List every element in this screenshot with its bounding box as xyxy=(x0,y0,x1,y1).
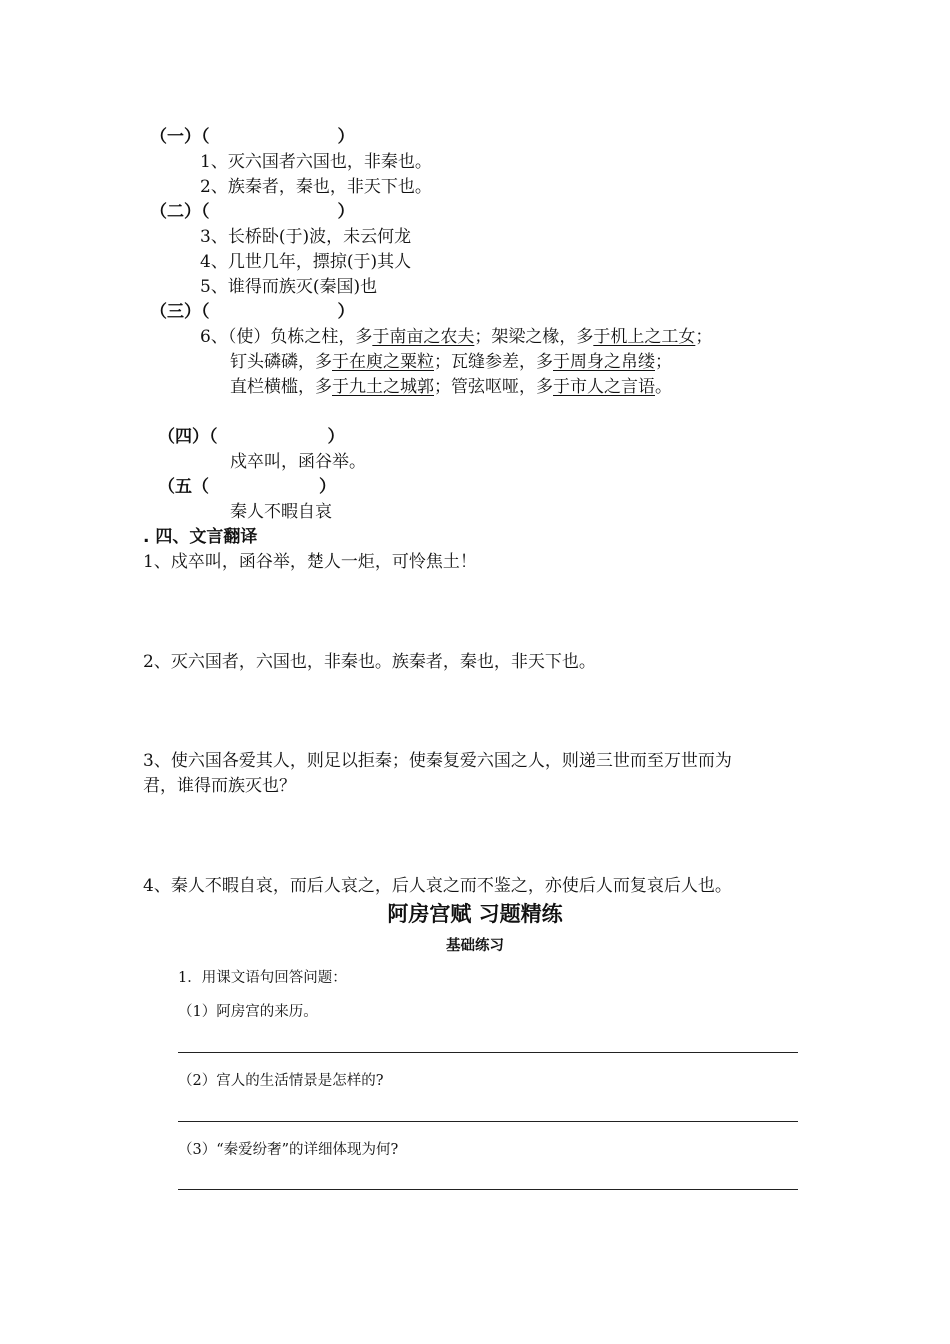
underline-phrase: 于市人之言语 xyxy=(553,377,655,397)
group1-label: （一）（ ） xyxy=(150,127,355,147)
sub-question-1: （1）阿房宫的来历。 xyxy=(178,1004,318,1020)
translation-q4: 4、秦人不暇自哀，而后人哀之，后人哀之而不鉴之，亦使后人而复哀后人也。 xyxy=(143,876,732,896)
answer-line-1[interactable] xyxy=(178,1052,798,1053)
translation-q3-line1: 3、使六国各爱其人，则足以拒秦；使秦复爱六国之人，则递三世而至万世而为 xyxy=(143,751,732,771)
group3-label: （三）（ ） xyxy=(150,302,355,322)
group5-label: （五（ ） xyxy=(158,477,336,497)
item-5: 5、谁得而族灭(秦国)也 xyxy=(200,277,378,297)
exercise-subtitle: 基础练习 xyxy=(446,938,504,954)
item-1: 1、灭六国者六国也，非秦也。 xyxy=(200,152,432,172)
item-3: 3、长桥卧(于)波，未云何龙 xyxy=(200,227,412,247)
underline-phrase: 于周身之帛缕 xyxy=(553,352,655,372)
item-2: 2、族秦者，秦也，非天下也。 xyxy=(200,177,432,197)
translation-q1: 1、戍卒叫，函谷举，楚人一炬，可怜焦土！ xyxy=(143,552,477,572)
item-6-line2: 钉头磷磷，多于在庾之粟粒；瓦缝参差，多于周身之帛缕； xyxy=(230,352,672,372)
answer-line-3[interactable] xyxy=(178,1189,798,1190)
item-6-line1: 6、（使）负栋之柱，多于南亩之农夫；架梁之椽，多于机上之工女； xyxy=(200,327,713,347)
sub-question-2: （2）宫人的生活情景是怎样的? xyxy=(178,1073,384,1089)
item-8: 秦人不暇自哀 xyxy=(230,502,332,522)
translation-q2: 2、灭六国者，六国也，非秦也。族秦者，秦也，非天下也。 xyxy=(143,652,596,672)
underline-phrase: 于机上之工女 xyxy=(593,327,696,347)
group2-label: （二）（ ） xyxy=(150,202,355,222)
answer-line-2[interactable] xyxy=(178,1121,798,1122)
item-6-line3: 直栏横槛，多于九土之城郭；管弦呕哑，多于市人之言语。 xyxy=(230,377,672,397)
item-7: 戍卒叫，函谷举。 xyxy=(230,452,366,472)
translation-q3-line2: 君，谁得而族灭也？ xyxy=(143,776,296,796)
section4-heading: . 四、文言翻译 xyxy=(143,527,258,547)
group4-label: （四）（ ） xyxy=(158,427,345,447)
underline-phrase: 于在庾之粟粒 xyxy=(332,352,434,372)
exercise-title: 阿房宫赋 习题精练 xyxy=(387,902,563,926)
sub-question-3: （3）“秦爱纷奢”的详细体现为何? xyxy=(178,1142,399,1158)
item-4: 4、几世几年，摽掠(于)其人 xyxy=(200,252,412,272)
underline-phrase: 于九土之城郭 xyxy=(332,377,434,397)
exercise-question-intro: 1．用课文语句回答问题： xyxy=(178,970,347,986)
underline-phrase: 于南亩之农夫 xyxy=(372,327,475,347)
